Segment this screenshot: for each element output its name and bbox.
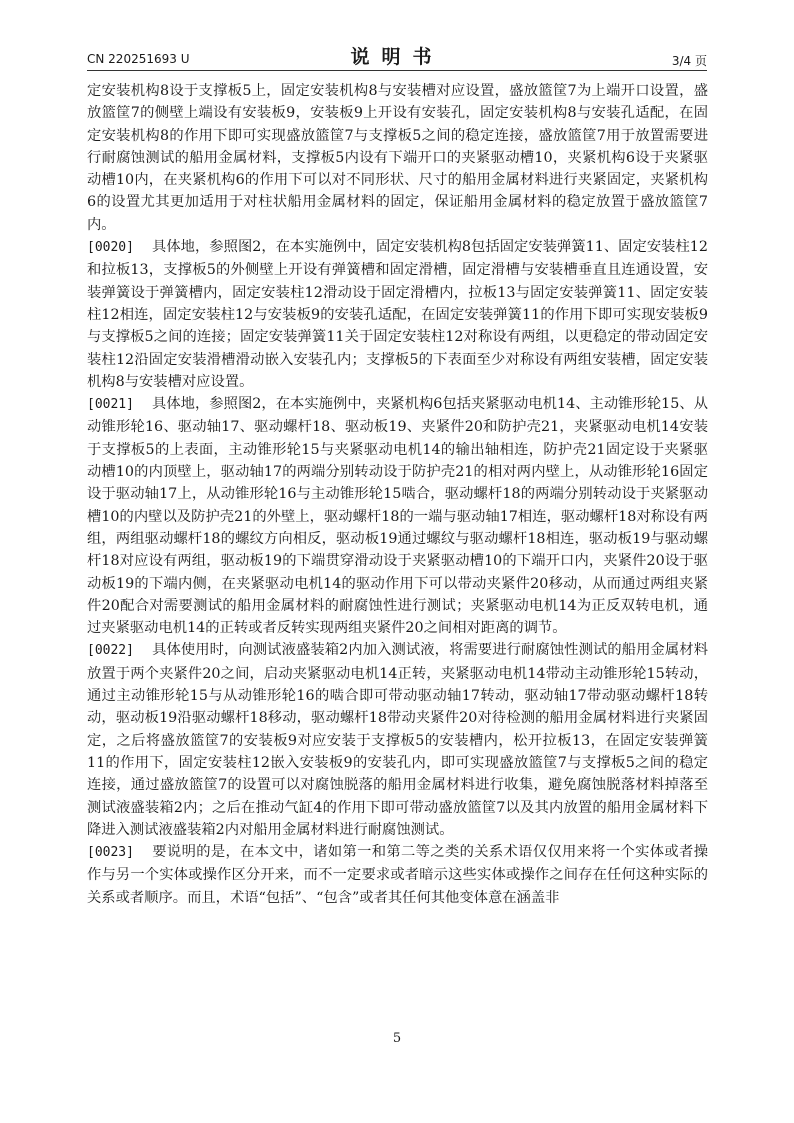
paragraph-text: 定安装机构8设于支撑板5上，固定安装机构8与安装槽对应设置，盛放篮筐7为上端开口设置，盛放篮筐7的侧壁上端设有安装板9，安装板9上开设有安装孔，固定安装机构8与安装孔适配，在固定安装机构8的作用下即可实现盛放篮筐7与支撑板5之间的稳定连接，盛放篮筐7用于放置需要进行耐腐蚀测试的船用金属材料，支撑板5内设有下端开口的夹紧驱动槽10，夹紧机构6设于夹紧驱动槽10内，在夹紧机构6的作用下可以对不同形状、尺寸的船用金属材料进行夹紧固定，夹紧机构6的设置尤其更加适用于对柱状船用金属材料的固定，保证船用金属材料的稳定放置于盛放篮筐7内。 (87, 83, 708, 233)
header-rule (87, 70, 707, 71)
page-title: 说明书 (350, 46, 444, 68)
paragraph-number: [0021] (87, 397, 134, 413)
paragraph-number: [0020] (87, 240, 134, 256)
paragraph-text: 具体使用时，向测试液盛装箱2内加入测试液，将需要进行耐腐蚀性测试的船用金属材料放置于两个夹紧件20之间，启动夹紧驱动电机14正转，夹紧驱动电机14带动主动锥形轮15转动，通过主动锥形轮15与从动锥形轮16的啮合即可带动驱动轴17转动，驱动轴17带动驱动螺杆18转动，驱动板19沿驱动螺杆18移动，驱动螺杆18带动夹紧件20对待检测的船用金属材料进行夹紧固定，之后将盛放篮筐7的安装板9对应安装于支撑板5的安装槽内，松开拉板13，在固定安装弹簧11的作用下，固定安装柱12嵌入安装板9的安装孔内，即可实现盛放篮筐7与支撑板5之间的稳定连接，通过盛放篮筐7的设置可以对腐蚀脱落的船用金属材料进行收集，避免腐蚀脱落材料掉落至测试液盛装箱2内；之后在推动气缸4的作用下即可带动盛放篮筐7以及其内放置的船用金属材料下降进入测试液盛装箱2内对船用金属材料进行耐腐蚀测试。 (87, 642, 708, 838)
page-number: 5 (392, 1031, 402, 1046)
paragraph-0021 (87, 393, 708, 639)
patent-number: CN 220251693 U (87, 52, 190, 66)
page-header (87, 42, 707, 68)
paragraph-text: 具体地，参照图2，在本实施例中，固定安装机构8包括固定安装弹簧11、固定安装柱12和拉板13，支撑板5的外侧壁上开设有弹簧槽和固定滑槽，固定滑槽与安装槽垂直且连通设置，安装弹簧设于弹簧槽内，固定安装柱12滑动设于固定滑槽内，拉板13与固定安装弹簧11、固定安装柱12相连，固定安装柱12与安装板9的安装孔适配，在固定安装弹簧11的作用下即可实现安装板9与支撑板5之间的连接；固定安装弹簧11关于固定安装柱12对称设有两组，以更稳定的带动固定安装柱12沿固定安装滑槽滑动嵌入安装孔内；支撑板5的下表面至少对称设有两组安装槽，固定安装机构8与安装槽对应设置。 (87, 239, 708, 390)
paragraph-continued (87, 80, 708, 236)
paragraph-0023 (87, 841, 708, 909)
page-of-indicator: 3/4 页 (671, 54, 707, 68)
paragraph-0020 (87, 236, 708, 393)
paragraph-number: [0023] (87, 845, 134, 861)
paragraph-0022 (87, 639, 708, 841)
document-body (87, 80, 708, 909)
paragraph-text: 要说明的是，在本文中，诸如第一和第二等之类的关系术语仅仅用来将一个实体或者操作与另一个实体或操作区分开来，而不一定要求或者暗示这些实体或操作之间存在任何这种实际的关系或者顺序。而且，术语“包括”、“包含”或者其任何其他变体意在涵盖非 (87, 844, 708, 906)
paragraph-number: [0022] (87, 643, 134, 659)
paragraph-text: 具体地，参照图2，在本实施例中，夹紧机构6包括夹紧驱动电机14、主动锥形轮15、从动锥形轮16、驱动轴17、驱动螺杆18、驱动板19、夹紧件20和防护壳21，夹紧驱动电机14安装于支撑板5的上表面，主动锥形轮15与夹紧驱动电机14的输出轴相连，防护壳21固定设于夹紧驱动槽10的内顶壁上，驱动轴17的两端分别转动设于防护壳21的相对两内壁上，从动锥形轮16固定设于驱动轴17上，从动锥形轮16与主动锥形轮15啮合，驱动螺杆18的两端分别转动设于夹紧驱动槽10的内壁以及防护壳21的外壁上，驱动螺杆18的一端与驱动轴17相连，驱动螺杆18对称设有两组，两组驱动螺杆18的螺纹方向相反，驱动板19通过螺纹与驱动螺杆18相连，驱动板19与驱动螺杆18对应设有两组，驱动板19的下端贯穿滑动设于夹紧驱动槽10的下端开口内，夹紧件20设于驱动板19的下端内侧，在夹紧驱动电机14的驱动作用下可以带动夹紧件20移动，从而通过两组夹紧件20配合对需要测试的船用金属材料的耐腐蚀性进行测试；夹紧驱动电机14为正反双转电机，通过夹紧驱动电机14的正转或者反转实现两组夹紧件20之间相对距离的调节。 (87, 396, 708, 637)
